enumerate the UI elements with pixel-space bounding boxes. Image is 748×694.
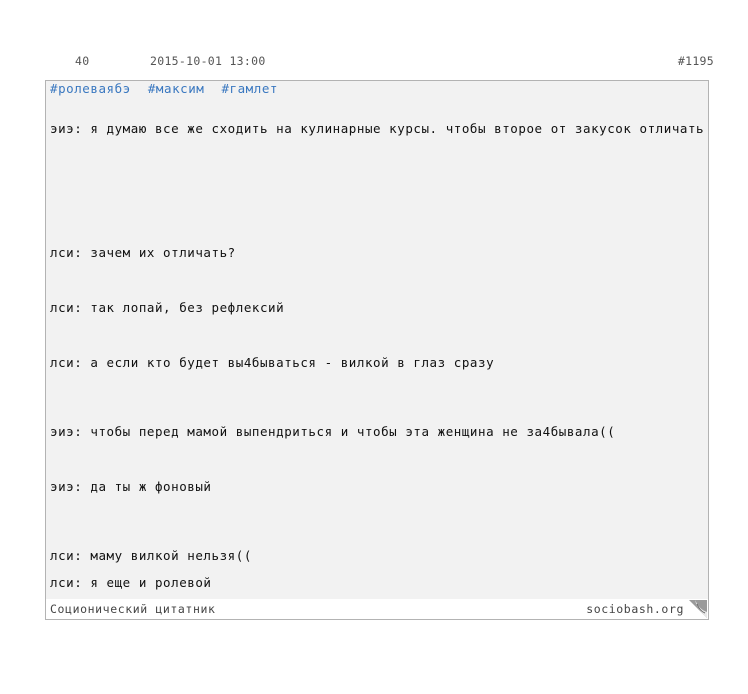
tag-list	[50, 81, 287, 96]
quote-line: эиэ: я думаю все же сходить на кулинарные курсы. чтобы второе от закусок отличать	[50, 121, 705, 136]
tag-link[interactable]: #гамлет	[221, 81, 278, 96]
quote-rating: 40	[75, 54, 90, 68]
quote-box	[45, 80, 709, 600]
quote-line: лси: маму вилкой нельзя((	[50, 548, 252, 563]
quote-line: эиэ: да ты ж фоновый	[50, 479, 212, 494]
quote-id-link[interactable]: #1195	[677, 54, 714, 68]
quote-line: лси: зачем их отличать?	[50, 245, 236, 260]
site-name: Соционический цитатник	[50, 602, 216, 616]
quote-line: лси: а если кто будет вы4бываться - вилкой в глаз сразу	[50, 355, 495, 370]
tag-link[interactable]: #ролеваябэ	[50, 81, 131, 96]
quote-line: лси: я еще и ролевой	[50, 575, 212, 590]
site-domain-link[interactable]: sociobash.org	[586, 602, 684, 616]
quote-line: эиэ: чтобы перед мамой выпендриться и чтобы эта женщина не за4бывала((	[50, 424, 616, 439]
quote-footer	[45, 599, 709, 620]
tag-link[interactable]: #максим	[147, 81, 205, 96]
quote-line: лси: так лопай, без рефлексий	[50, 300, 285, 315]
page-curl-icon[interactable]	[689, 600, 707, 618]
quote-date: 2015-10-01 13:00	[150, 54, 266, 68]
